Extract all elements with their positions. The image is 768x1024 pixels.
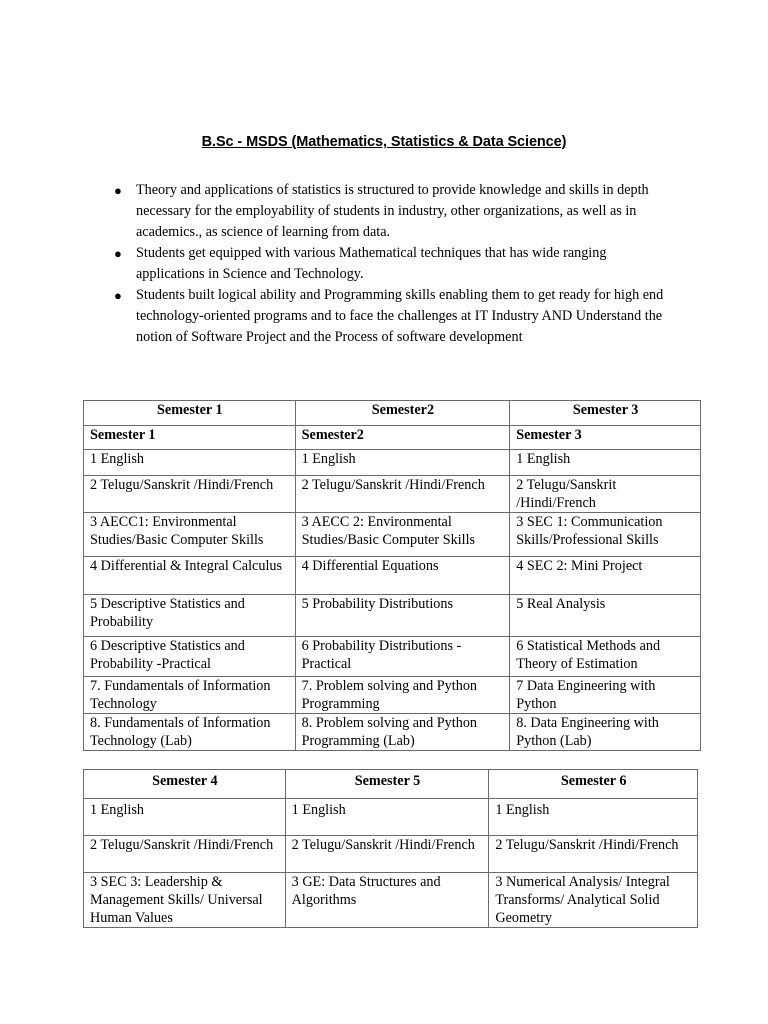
column-header: Semester 5	[285, 770, 489, 799]
table-cell: 1 English	[84, 799, 286, 836]
list-item	[114, 180, 674, 243]
table-cell: 6 Statistical Methods and Theory of Estimation	[510, 637, 701, 677]
table-cell: 3 GE: Data Structures and Algorithms	[285, 873, 489, 928]
table-cell: 5 Probability Distributions	[295, 595, 510, 637]
table-cell: Semester 1	[84, 426, 296, 450]
table-cell: 3 Numerical Analysis/ Integral Transforms/ Analytical Solid Geometry	[489, 873, 698, 928]
objectives-list	[114, 180, 674, 348]
semester-table-4-6	[83, 769, 698, 928]
table-row	[84, 873, 698, 928]
list-item-text: Students built logical ability and Programming skills enabling them to get ready for high end technology-oriented programs and to face the challenges at IT Industry AND Understand the notion of Software Project and the Process of software development	[136, 287, 664, 345]
table-cell: 2 Telugu/Sanskrit /Hindi/French	[285, 836, 489, 873]
list-item	[114, 243, 674, 285]
table-cell: 7. Problem solving and Python Programming	[295, 677, 510, 714]
table-cell: 4 SEC 2: Mini Project	[510, 557, 701, 595]
column-header: Semester 3	[510, 401, 701, 426]
table-row	[84, 426, 701, 450]
table-cell: 2 Telugu/Sanskrit /Hindi/French	[510, 476, 701, 513]
column-header: Semester 4	[84, 770, 286, 799]
list-item	[114, 285, 674, 348]
table-cell: 3 SEC 1: Communication Skills/Professional Skills	[510, 513, 701, 557]
table-header-row	[84, 401, 701, 426]
table-row	[84, 714, 701, 751]
table-row	[84, 637, 701, 677]
table-row	[84, 836, 698, 873]
table-cell: 7. Fundamentals of Information Technology	[84, 677, 296, 714]
list-item-text: Students get equipped with various Mathematical techniques that has wide ranging applications in Science and Technology.	[136, 245, 607, 282]
table-cell: 1 English	[489, 799, 698, 836]
table-cell: Semester2	[295, 426, 510, 450]
table-row	[84, 513, 701, 557]
table-row	[84, 557, 701, 595]
table-cell: 7 Data Engineering with Python	[510, 677, 701, 714]
table-cell: 1 English	[295, 450, 510, 476]
table-header-row	[84, 770, 698, 799]
table-row	[84, 450, 701, 476]
table-row	[84, 476, 701, 513]
table-cell: 8. Problem solving and Python Programming (Lab)	[295, 714, 510, 751]
table-cell: 6 Probability Distributions - Practical	[295, 637, 510, 677]
table-cell: Semester 3	[510, 426, 701, 450]
table-cell: 5 Real Analysis	[510, 595, 701, 637]
table-cell: 2 Telugu/Sanskrit /Hindi/French	[84, 476, 296, 513]
semester-table-1-3	[83, 400, 701, 751]
document-title: B.Sc - MSDS (Mathematics, Statistics & Data Science)	[201, 134, 567, 150]
table-cell: 1 English	[510, 450, 701, 476]
table-row	[84, 595, 701, 637]
table-cell: 3 AECC1: Environmental Studies/Basic Computer Skills	[84, 513, 296, 557]
table-row	[84, 677, 701, 714]
column-header: Semester 6	[489, 770, 698, 799]
list-item-text: Theory and applications of statistics is structured to provide knowledge and skills in depth necessary for the employability of students in industry, other organizations, as well as in academics., as science of learning from data.	[136, 182, 649, 240]
bullet-icon: ●	[114, 246, 122, 261]
table-cell: 8. Fundamentals of Information Technology (Lab)	[84, 714, 296, 751]
table-cell: 2 Telugu/Sanskrit /Hindi/French	[489, 836, 698, 873]
table-cell: 3 AECC 2: Environmental Studies/Basic Computer Skills	[295, 513, 510, 557]
table-cell: 4 Differential Equations	[295, 557, 510, 595]
column-header: Semester2	[295, 401, 510, 426]
table-cell: 1 English	[84, 450, 296, 476]
table-cell: 3 SEC 3: Leadership & Management Skills/ Universal Human Values	[84, 873, 286, 928]
table-cell: 1 English	[285, 799, 489, 836]
table-row	[84, 799, 698, 836]
table-cell: 2 Telugu/Sanskrit /Hindi/French	[295, 476, 510, 513]
bullet-icon: ●	[114, 183, 122, 198]
table-cell: 4 Differential & Integral Calculus	[84, 557, 296, 595]
table-cell: 6 Descriptive Statistics and Probability -Practical	[84, 637, 296, 677]
table-cell: 8. Data Engineering with Python (Lab)	[510, 714, 701, 751]
bullet-icon: ●	[114, 288, 122, 303]
table-cell: 5 Descriptive Statistics and Probability	[84, 595, 296, 637]
column-header: Semester 1	[84, 401, 296, 426]
table-cell: 2 Telugu/Sanskrit /Hindi/French	[84, 836, 286, 873]
